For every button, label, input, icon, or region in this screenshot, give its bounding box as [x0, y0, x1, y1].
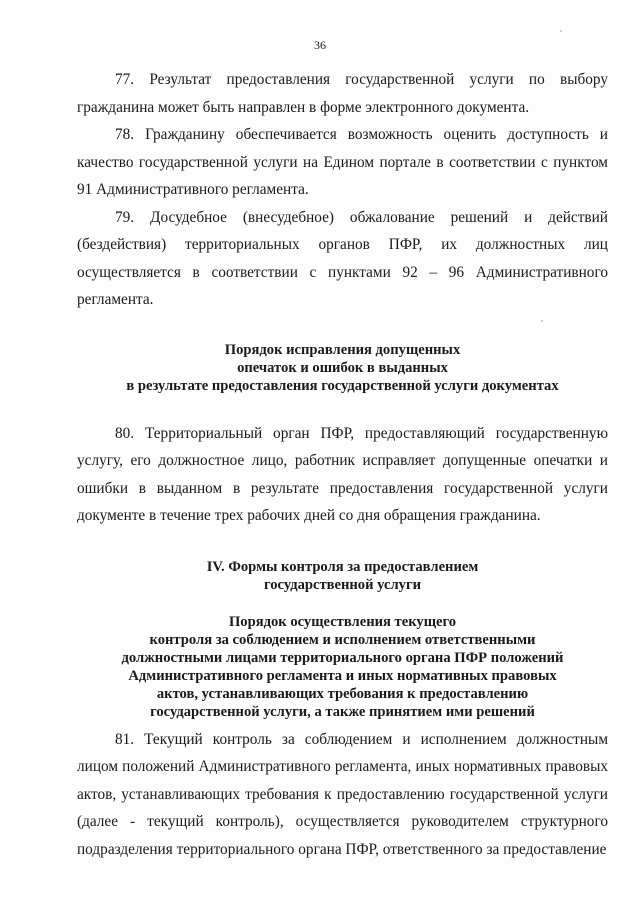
- paragraph-78: 78. Гражданину обеспечивается возможность оценить доступность и качество государственной услуги на Едином портале в соответствии с пунктом 91 Административного регламента.: [77, 126, 608, 198]
- heading-line: IV. Формы контроля за предоставлением: [206, 558, 479, 575]
- paragraph-79: 79. Досудебное (внесудебное) обжалование решений и действий (бездействия) территориальных органов ПФР, их должностных лиц осуществляется в соответствии с пунктами 92 – 96 Административного регламента.: [77, 208, 608, 308]
- section-heading-current-control: [77, 613, 608, 721]
- heading-line: опечаток и ошибок в выданных: [237, 359, 448, 376]
- paragraph-80: 80. Территориальный орган ПФР, предоставляющий государственную услугу, его должностное лицо, работник исправляет допущенные опечатки и ошибки в выданном в результате предоставления государственной услуги документе в течение трех рабочих дней со дня обращения гражданина.: [77, 424, 608, 524]
- heading-line: актов, устанавливающих требования к предоставлению: [156, 685, 529, 702]
- heading-line: государственной услуги: [263, 576, 422, 593]
- scan-speck: [560, 30, 562, 32]
- paragraph-77: 77. Результат предоставления государственной услуги по выбору гражданина может быть направлен в форме электронного документа.: [77, 71, 608, 116]
- section-heading-corrections: [77, 341, 608, 395]
- paragraph-81: 81. Текущий контроль за соблюдением и исполнением должностным лицом положений Административного регламента, иных нормативных правовых актов, устанавливающих требования к предоставлению государственной услуги (далее - текущий контроль), осуществляется руководителем структурного подразделения территориального органа ПФР, ответственного за предоставление: [77, 730, 608, 858]
- page-content: [77, 66, 608, 863]
- heading-line: государственной услуги, а также принятием ими решений: [150, 703, 535, 720]
- heading-line: в результате предоставления государственной услуги документах: [126, 377, 559, 394]
- heading-line: должностными лицами территориального органа ПФР положений: [121, 649, 564, 666]
- heading-line: контроля за соблюдением и исполнением ответственными: [149, 631, 536, 648]
- page-number: 36: [314, 38, 326, 52]
- scan-speck: [541, 320, 543, 322]
- chapter-heading-control-forms: [77, 558, 608, 594]
- heading-line: Порядок исправления допущенных: [224, 341, 461, 358]
- heading-line: Административного регламента и иных нормативных правовых: [128, 667, 557, 684]
- heading-line: Порядок осуществления текущего: [228, 613, 457, 630]
